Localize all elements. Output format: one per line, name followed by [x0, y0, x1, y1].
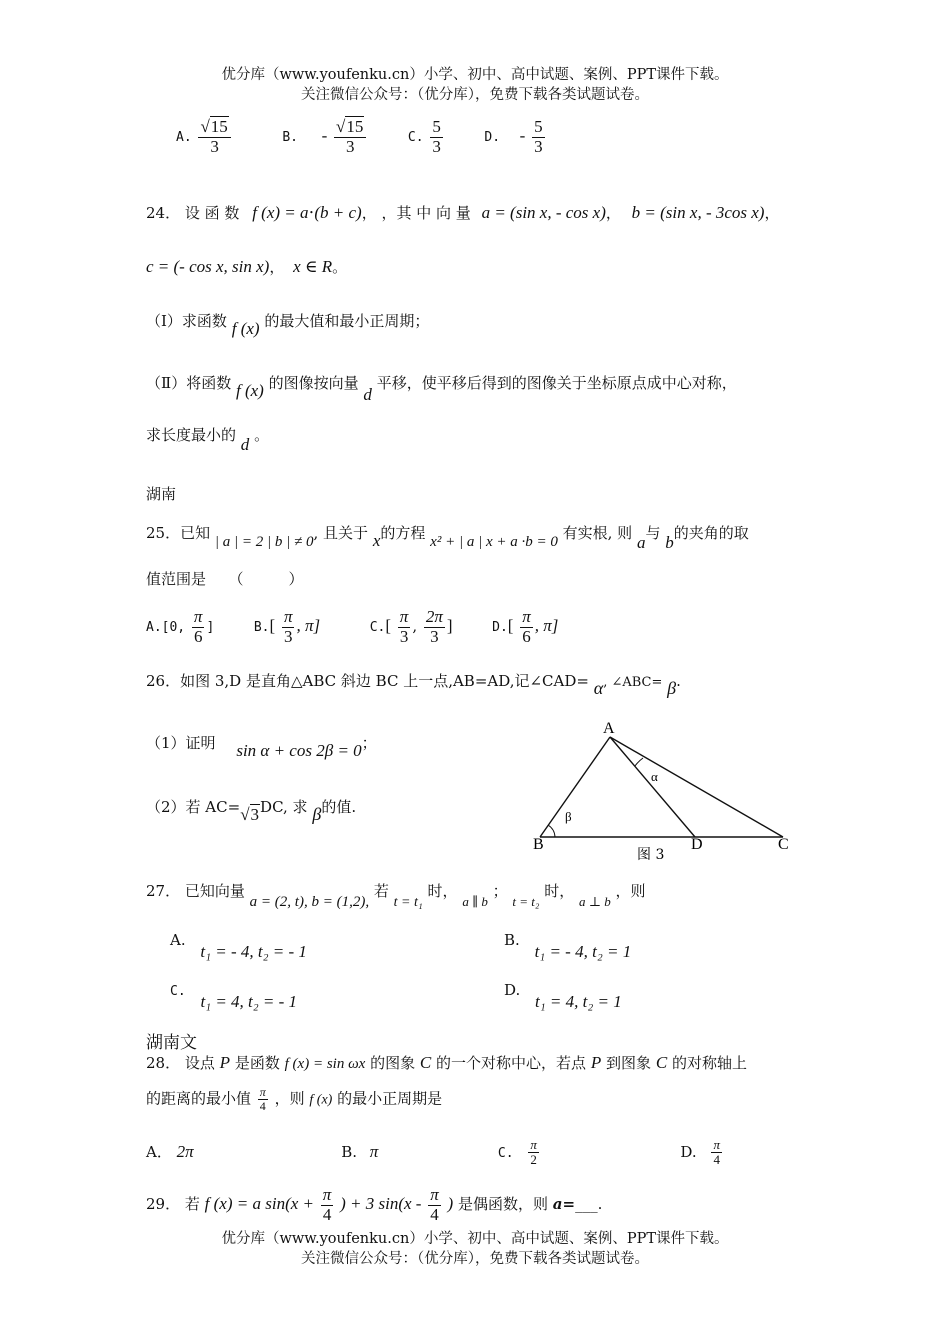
header-line-1: 优分库（www.youfenku.cn）小学、初中、高中试题、案例、PPT课件下载。 — [221, 67, 729, 83]
q25-text-4: 有实根, 则 — [562, 524, 633, 542]
q26-part1-end: ； — [361, 734, 377, 752]
q28-option-c-frac: $\frac{\pi}{2}$ — [530, 1137, 537, 1168]
q25-text-1: 已知 — [180, 524, 211, 542]
q25-option-a-open: [0, — [161, 620, 186, 636]
q24-stem — [146, 202, 779, 223]
q24-comma-4: ， — [269, 258, 285, 276]
q25-option-b-open: [ — [269, 616, 276, 636]
q25-equation: x² + | a | x + a ·b = 0 — [430, 534, 558, 550]
q27-option-d-label: D. — [504, 981, 521, 999]
q26-part2-beta: β — [312, 804, 322, 824]
q25-stem-line2: 值范围是 （ ） — [146, 570, 304, 588]
q25-option-a-label: A. — [146, 620, 162, 636]
q26-stem — [146, 670, 681, 698]
q24-part2-text2: 平移，使平移后得到的图像关于坐标原点成中心对称， — [376, 374, 737, 392]
q27-option-a-value: t₁ = - 4, t₂ = - 1 — [200, 942, 307, 961]
q26-mid: , ∠ABC= — [603, 675, 663, 690]
q26-part1 — [146, 732, 377, 760]
q28-line2-text-b: ，则 — [274, 1089, 305, 1108]
q24-comma-2: ， — [605, 204, 621, 222]
q24-stem-line2 — [146, 256, 347, 277]
q28-option-b-label: B. — [341, 1142, 358, 1161]
q24-vector-b: b = (sin x, - 3cos x) — [631, 203, 765, 222]
q23-option-b-label: B. — [282, 130, 298, 146]
q28-text-4: 的一个对称中心，若点 — [436, 1054, 587, 1072]
q26-number: 26． — [146, 672, 181, 690]
q28-option-d-label: D. — [680, 1142, 697, 1161]
q23-option-a-label: A. — [176, 130, 192, 146]
figure-caption: 图 3 — [637, 847, 665, 863]
q26-end: . — [676, 672, 681, 690]
q24-part1-label: （Ⅰ）求函数 — [146, 312, 227, 330]
q26-part2-text: DC, 求 — [260, 798, 308, 816]
q23-option-b-minus: - — [321, 126, 328, 146]
q25-text-5: 与 — [645, 524, 661, 542]
q28-line2-text-c: 的最小正周期是 — [337, 1089, 443, 1108]
q25-option-d-close: , π] — [534, 616, 559, 636]
q27-perp: a ⊥ b — [579, 894, 611, 909]
q26-part1-equation: sin α + cos 2β = 0 — [236, 741, 362, 760]
q24-comma-3: ， — [764, 204, 780, 222]
q25-condition: | a | = 2 | b | ≠ 0 — [214, 534, 314, 550]
q28-line2-text-a: 的距离的最小值 — [146, 1089, 252, 1108]
q27-t-eq2: t = t₂ — [512, 894, 540, 909]
q28-text-2: 是函数 — [234, 1054, 280, 1072]
q27-text-3: 时， — [427, 882, 458, 900]
q27-option-b-label: B. — [504, 931, 520, 949]
q25-option-c-frac2: $\frac{2\pi}{3}$ — [425, 607, 443, 646]
angle-beta-arc — [548, 825, 555, 837]
q28-stem-line2 — [146, 1086, 442, 1113]
q25-text-3: 的方程 — [380, 524, 426, 542]
q27-option-d — [504, 980, 622, 1011]
q25-option-b-frac: $\frac{\pi}{3}$ — [283, 607, 293, 646]
q28-fx2: f (x) — [309, 1092, 333, 1108]
q23-option-d-label: D. — [484, 130, 501, 146]
label-a: A — [603, 720, 615, 737]
q25-b: b — [665, 533, 674, 552]
q27-t-eq1: t = t₁ — [393, 895, 423, 910]
q29-expr-1: f (x) = a sin(x + — [204, 1194, 315, 1214]
q23-options — [176, 118, 547, 156]
q29-blank: ___. — [575, 1195, 603, 1214]
q26-figure — [525, 715, 795, 865]
q24-part2-end: 。 — [254, 426, 270, 444]
q28-min-value: $\frac{\pi}{4}$ — [259, 1085, 266, 1114]
q27-option-b-value: t₁ = - 4, t₂ = 1 — [534, 942, 632, 961]
q27-option-b — [504, 930, 632, 961]
segment-ac — [610, 737, 783, 837]
q29-expr-3: ) — [447, 1194, 454, 1214]
q27-stem — [146, 880, 646, 910]
q27-parallel: a ∥ b — [462, 894, 488, 909]
q25-option-b-label: B. — [253, 620, 270, 636]
q29-a-eq: a= — [552, 1195, 576, 1214]
section-hunan-wen: 湖南文 — [146, 1033, 197, 1053]
q28-p2: P — [590, 1053, 602, 1072]
q27-text-2: 若 — [373, 882, 389, 900]
q26-part2 — [146, 796, 357, 824]
q29-text-2: 是偶函数，则 — [458, 1195, 549, 1214]
q25-option-d-open: [ — [507, 616, 514, 636]
q26-beta: β — [667, 678, 677, 698]
q28-text-1: 设点 — [184, 1054, 215, 1072]
q24-part1-text: 的最大值和最小正周期； — [264, 312, 430, 330]
q27-option-c-label: C. — [170, 984, 186, 999]
angle-alpha-arc — [635, 758, 643, 766]
q25-option-c-label: C. — [369, 620, 386, 636]
q24-vector-c: c = (- cos x, sin x) — [146, 257, 270, 276]
label-alpha: α — [651, 769, 658, 784]
q28-option-d-frac: $\frac{\pi}{4}$ — [713, 1137, 720, 1168]
q24-end-mark: 。 — [332, 258, 348, 276]
q27-option-a-label: A. — [170, 931, 186, 949]
q28-c: C — [419, 1053, 432, 1072]
label-d: D — [691, 836, 703, 853]
q25-a: a — [636, 533, 646, 552]
q24-part2-fx: f (x) — [235, 381, 264, 400]
q29-expr-2: ) + 3 sin(x - — [340, 1194, 422, 1214]
q28-p: P — [219, 1053, 231, 1072]
q27-option-c-value: t₁ = 4, t₂ = - 1 — [200, 992, 298, 1011]
q28-stem — [146, 1052, 747, 1073]
q24-lead: 设 函 数 — [184, 204, 240, 222]
q25-option-d-label: D. — [492, 620, 508, 636]
label-beta: β — [565, 809, 572, 824]
q29-frac-1: $\frac{\pi}{4}$ — [322, 1185, 332, 1224]
q24-comma-1: ， — [361, 204, 377, 222]
q25-option-a-close: ] — [206, 620, 215, 636]
q25-text-2: , 且关于 — [313, 524, 369, 542]
q24-part2-line2 — [146, 424, 270, 454]
q23-option-a-value: $\frac{√15}{3}$ — [198, 118, 230, 156]
q23-option-c-value: $\frac{5}{3}$ — [432, 117, 441, 156]
q23-option-c-label: C. — [407, 130, 424, 146]
q24-part2-d2: d — [240, 435, 250, 454]
q25-option-c-frac1: $\frac{\pi}{3}$ — [399, 607, 409, 646]
q26-text: 如图 3,D 是直角△ABC 斜边 BC 上一点,AB=AD,记∠CAD= — [180, 672, 589, 690]
q25-x: x — [372, 531, 381, 550]
q27-vectors: a = (2, t), b = (1,2), — [249, 894, 370, 910]
q25-stem — [146, 522, 749, 552]
q26-part1-label: （1）证明 — [146, 734, 216, 752]
footer-line-2: 关注微信公众号：（优分库），免费下载各类试题试卷。 — [301, 1251, 649, 1267]
q24-part2-text1: 的图像按向量 — [268, 374, 359, 392]
q28-text-3: 的图象 — [370, 1054, 416, 1072]
q24-function-def: f (x) = a⋅(b + c) — [252, 203, 362, 222]
q26-part2-label: （2）若 AC= — [146, 798, 241, 816]
q24-part2-label: （Ⅱ）将函数 — [146, 374, 232, 392]
q24-part2 — [146, 372, 737, 404]
q28-function: f (x) = sin ωx — [284, 1056, 366, 1072]
q27-text-4: ； — [492, 882, 508, 900]
q26-alpha: α — [593, 678, 604, 698]
q23-option-d-minus: - — [519, 126, 526, 146]
q29-frac-2: $\frac{\pi}{4}$ — [430, 1185, 439, 1224]
q25-number: 25． — [146, 524, 181, 542]
q24-part1 — [146, 310, 430, 338]
q28-option-c-label: C. — [497, 1145, 514, 1161]
q28-text-6: 的对称轴上 — [671, 1054, 747, 1072]
q24-domain: x ∈ R — [293, 257, 333, 276]
q27-option-a — [170, 930, 307, 961]
segment-ab — [540, 737, 610, 837]
q24-part2-line2-text: 求长度最小的 — [146, 426, 237, 444]
q28-options — [146, 1138, 724, 1168]
q28-option-a-label: A． — [146, 1142, 172, 1161]
q28-option-b-value: π — [369, 1141, 379, 1161]
q24-mid-text: ，其 中 向 量 — [381, 204, 471, 222]
q27-text-5: 时， — [544, 882, 575, 900]
segment-ad — [610, 737, 695, 837]
q24-part1-fx: f (x) — [231, 319, 260, 338]
q29-text-1: 若 — [184, 1195, 200, 1214]
q27-number: 27． — [146, 882, 181, 900]
q24-vector-a: a = (sin x, - cos x) — [481, 203, 606, 222]
q25-option-b-close: , π] — [296, 616, 321, 636]
q29-stem — [146, 1186, 602, 1224]
footer-line-1: 优分库（www.youfenku.cn）小学、初中、高中试题、案例、PPT课件下载。 — [221, 1231, 729, 1247]
q26-part2-sqrt: √3 — [240, 805, 260, 824]
q23-option-b-value: $\frac{√15}{3}$ — [334, 118, 366, 156]
q24-part2-d: d — [363, 385, 372, 404]
q27-option-c — [170, 980, 298, 1011]
q27-text-6: ，则 — [615, 882, 646, 900]
header-line-2: 关注微信公众号：（优分库），免费下载各类试题试卷。 — [301, 87, 649, 103]
q28-c2: C — [655, 1053, 668, 1072]
q26-part2-end: 的值. — [321, 798, 357, 816]
q28-number: 28． — [146, 1054, 181, 1072]
q25-text-6: 的夹角的取 — [673, 524, 749, 542]
q27-text-1: 已知向量 — [184, 882, 245, 900]
q25-option-c-open: [ — [385, 616, 392, 636]
q25-option-a-frac: $\frac{\pi}{6}$ — [193, 607, 203, 646]
q25-option-d-frac: $\frac{\pi}{6}$ — [522, 607, 531, 646]
q28-text-5: 到图象 — [606, 1054, 652, 1072]
q23-option-d-value: $\frac{5}{3}$ — [534, 117, 543, 156]
q25-option-c-close: ] — [446, 616, 453, 636]
q27-option-d-value: t₁ = 4, t₂ = 1 — [535, 992, 622, 1011]
label-c: C — [778, 836, 789, 853]
section-hunan: 湖南 — [146, 485, 177, 503]
q24-number: 24． — [146, 204, 181, 222]
q25-options: A.[0, $\frac{\pi}{6}$ ] B.[ $\frac{\pi}{3}$ , π] C.[ $\frac{\pi}{3}$ , $\frac{2\pi}{3}$ ] D.[ $\frac{\pi}{6}$ , π] — [146, 607, 559, 646]
q29-number: 29． — [146, 1195, 181, 1214]
q28-option-a-value: 2π — [176, 1141, 194, 1161]
label-b: B — [533, 836, 544, 853]
